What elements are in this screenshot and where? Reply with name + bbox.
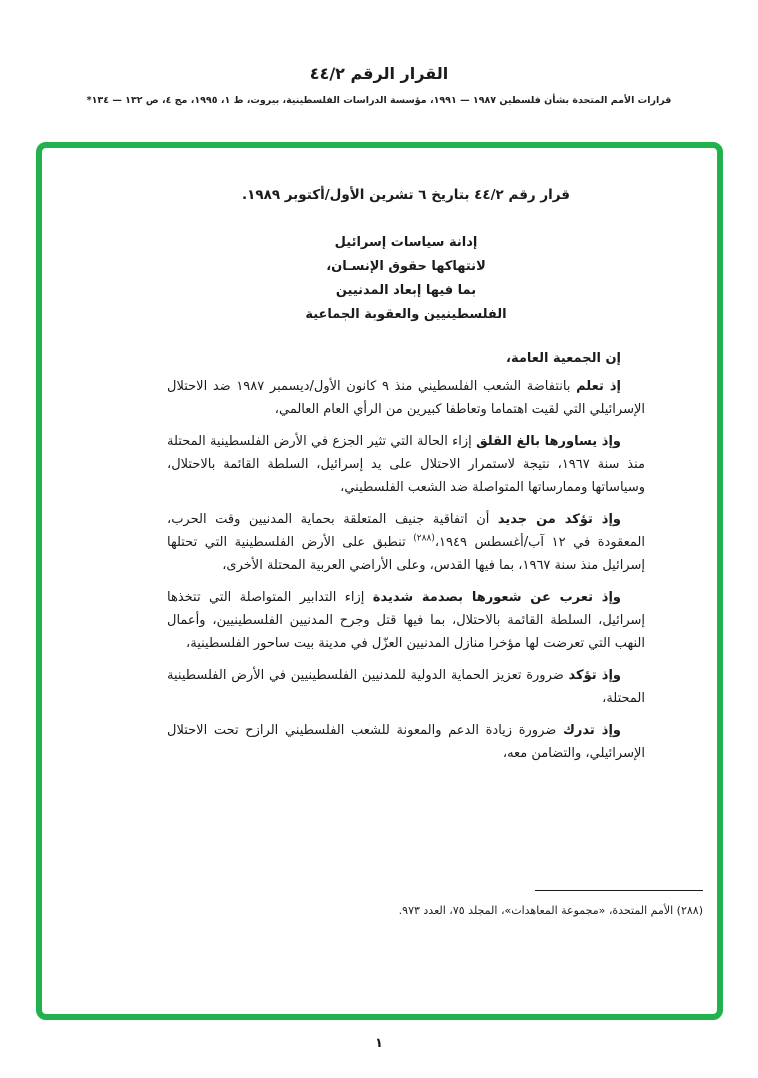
- paragraph-text: تنطبق على الأرض الفلسطينية التي تحتلها إسرائيل منذ سنة ١٩٦٧، بما فيها القدس، وعلى الأراضي العربية المحتلة الأخرى،: [167, 535, 645, 573]
- preamble-opening: إن الجمعية العامة،: [506, 351, 621, 366]
- preamble-paragraph: [167, 586, 645, 655]
- source-citation: قرارات الأمم المتحدة بشأن فلسطين ١٩٨٧ — ١٩٩١، مؤسسة الدراسات الفلسطينية، بيروت، ط ١، ١٩٩٥، مج ٤، ص ١٣٢ — ١٣٤*: [86, 95, 672, 106]
- subtitle-line: إدانة سياسات إسرائيل: [334, 235, 478, 250]
- footnote-area: [143, 890, 703, 919]
- paragraph-text: بانتفاضة الشعب الفلسطيني منذ ٩ كانون الأول/ديسمبر ١٩٨٧ ضد الاحتلال الإسرائيلي التي لقيت اهتماما وتعاطفا كبيرين من الرأي العام العالمي،: [167, 379, 645, 417]
- resolution-title: قرار رقم ٤٤/٢ بتاريخ ٦ تشرين الأول/أكتوبر ١٩٨٩.: [241, 187, 571, 203]
- paragraph-text: ضرورة زيادة الدعم والمعونة للشعب الفلسطيني الرازح تحت الاحتلال الإسرائيلي، والتضامن معه،: [167, 723, 645, 761]
- paragraph-text: إزاء الحالة التي تثير الجزع في الأرض الفلسطينية المحتلة منذ سنة ١٩٦٧، نتيجة لاستمرار الاحتلال على يد إسرائيل، السلطة القائمة بالاحتلال، وسياساتها وممارساتها المتواصلة ضد الشعب الفلسطيني،: [167, 434, 646, 495]
- document-header: [0, 64, 758, 106]
- resolution-subtitle: [167, 231, 645, 327]
- footnote: (٢٨٨) الأمم المتحدة، «مجموعة المعاهدات»، المجلد ٧٥، العدد ٩٧٣.: [398, 904, 703, 917]
- paragraph-lead: إذ تعلم: [576, 379, 621, 394]
- subtitle-line: بما فيها إبعاد المدنيين: [335, 283, 477, 298]
- paragraph-lead: وإذ تعرب عن شعورها بصدمة شديدة: [372, 590, 621, 605]
- subtitle-line: لانتهاكها حقوق الإنسـان،: [326, 259, 486, 274]
- preamble-paragraph: [167, 375, 645, 421]
- footnote-marker: (٢٨٨): [413, 533, 435, 544]
- footnote-separator: [535, 890, 703, 891]
- preamble-paragraph: [167, 508, 645, 577]
- paragraph-lead: وإذ تؤكد: [568, 668, 622, 683]
- paragraph-text: أن اتفاقية جنيف المتعلقة بحماية المدنيين وقت الحرب، المعقودة في ١٢ آب/أغسطس ١٩٤٩،: [167, 512, 646, 550]
- resolution-frame: [36, 142, 723, 1020]
- page-title: القرار الرقم ٤٤/٢: [309, 64, 449, 83]
- paragraph-lead: وإذ يساورها بالغ القلق: [476, 434, 621, 449]
- paragraph-lead: وإذ تؤكد من جديد: [497, 512, 621, 527]
- paragraph-lead: وإذ تدرك: [562, 723, 621, 738]
- preamble-paragraph: [167, 430, 645, 499]
- paragraph-text: ضرورة تعزيز الحماية الدولية للمدنيين الفلسطينيين في الأرض الفلسطينية المحتلة،: [167, 668, 645, 706]
- resolution-body: [167, 184, 645, 774]
- subtitle-line: الفلسطينيين والعقوبة الجماعية: [305, 307, 507, 322]
- paragraph-text: إزاء التدابير المتواصلة التي تتخذها إسرائيل، السلطة القائمة بالاحتلال، بما فيها قتل وجرح المدنيين الفلسطينيين، وأعمال النهب التي تعرضت لها مؤخرا منازل المدنيين العزّل في مدينة بيت ساحور الفلسطينية،: [167, 590, 645, 651]
- page-number: ١: [375, 1036, 383, 1051]
- preamble-paragraph: [167, 719, 645, 765]
- preamble-paragraph: [167, 664, 645, 710]
